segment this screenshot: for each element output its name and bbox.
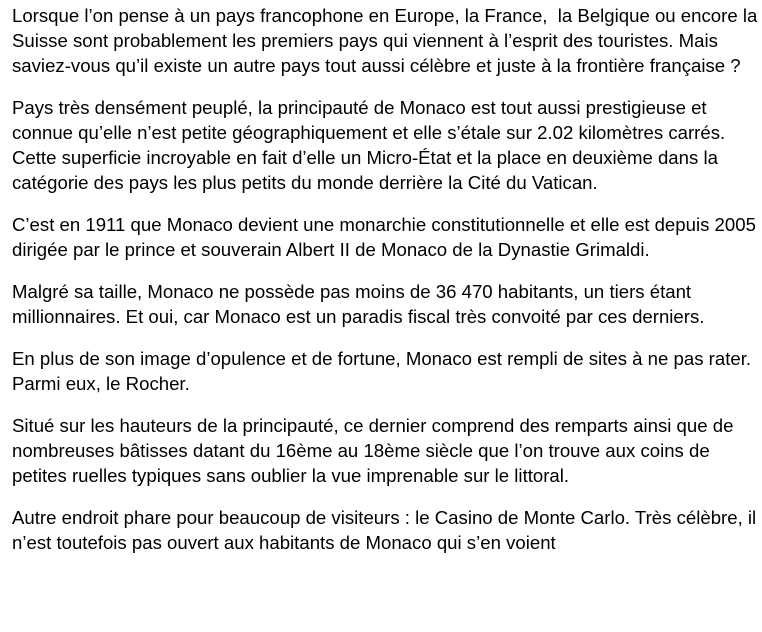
paragraph-rocher: Situé sur les hauteurs de la principauté, ce dernier comprend des remparts ainsi que de nombreuses bâtisses datant du 16ème au 18ème siècle que l’on trouve aux coins de petites ruelles typiques sans oublier la vue imprenable sur le littoral.: [12, 415, 739, 486]
paragraph-population: Malgré sa taille, Monaco ne possède pas moins de 36 470 habitants, un tiers étant millionnaires. Et oui, car Monaco est un paradis fiscal très convoité par ces derniers.: [12, 281, 705, 327]
paragraph-casino: Autre endroit phare pour beaucoup de visiteurs : le Casino de Monte Carlo. Très célèbre, il n’est toutefois pas ouvert aux habitants de Monaco qui s’en voient: [12, 507, 762, 553]
paragraph-geography: Pays très densément peuplé, la principauté de Monaco est tout aussi prestigieuse et connue qu’elle n’est petite géographiquement et elle s’étale sur 2.02 kilomètres carrés. Cette superficie incroyable en fait d’elle un Micro-État et la place en deuxième dans la catégorie des pays les plus petits du monde derrière la Cité du Vatican.: [12, 97, 731, 193]
paragraph-history: C’est en 1911 que Monaco devient une monarchie constitutionnelle et elle est depuis 2005 dirigée par le prince et souverain Albert II de Monaco de la Dynastie Grimaldi.: [12, 214, 762, 260]
paragraph-intro: Lorsque l’on pense à un pays francophone en Europe, la France, la Belgique ou encore la Suisse sont probablement les premiers pays qui viennent à l’esprit des touristes. Mais saviez-vous qu’il existe un autre pays tout aussi célèbre et juste à la frontière française ?: [12, 5, 762, 76]
paragraph-sites: En plus de son image d’opulence et de fortune, Monaco est rempli de sites à ne pas rater. Parmi eux, le Rocher.: [12, 348, 757, 394]
article-body: [12, 3, 760, 555]
